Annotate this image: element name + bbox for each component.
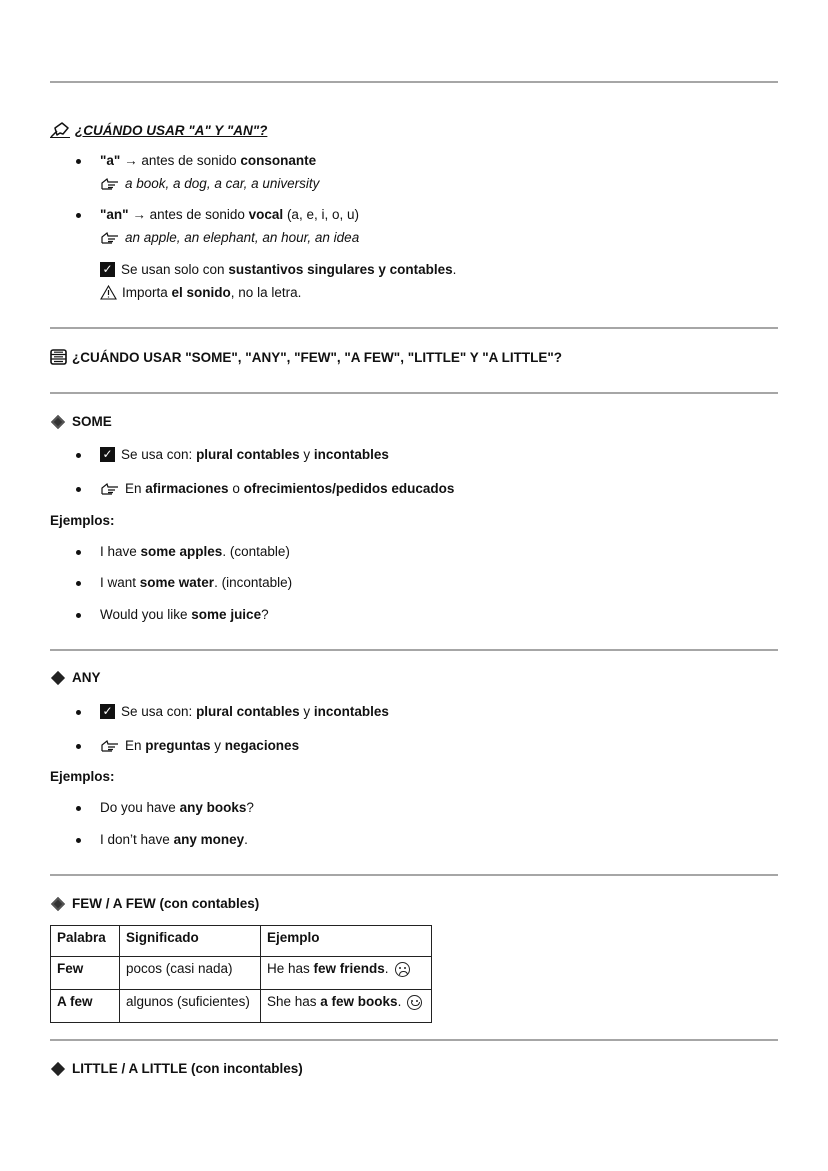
pointing-hand-icon (100, 482, 120, 496)
any-heading: ANY (50, 670, 101, 685)
table-header-row (51, 926, 432, 957)
sad-face-icon (395, 962, 410, 977)
diamond-icon (51, 1061, 65, 1075)
check-box-icon: ✓ (100, 447, 115, 462)
cell-word: Few (51, 957, 120, 990)
example-item: I have some apples . (contable) (100, 544, 290, 559)
example-item: Do you have any books ? (100, 800, 254, 815)
page-title: ¿CUÁNDO USAR "A" Y "AN"? (75, 122, 268, 138)
happy-face-icon (407, 995, 422, 1010)
bullet (76, 550, 81, 555)
section-quantifiers-title: ¿CUÁNDO USAR "SOME", "ANY", "FEW", "A FEW", "LITTLE" Y "A LITTLE"? (50, 349, 562, 365)
list-item: "an" → antes de sonido vocal (a, e, i, o, u) (100, 207, 359, 222)
cell-example: She has a few books. (261, 990, 432, 1023)
books-icon (50, 349, 67, 365)
bullet (76, 744, 81, 749)
bullet (76, 838, 81, 843)
example-item: Would you like some juice ? (100, 607, 269, 622)
pointing-hand-icon (100, 231, 120, 245)
divider (50, 327, 778, 329)
rule-item: ✓ Se usa con: plural contables y incontables (100, 704, 389, 719)
example-line: an apple, an elephant, an hour, an idea (100, 230, 359, 245)
divider (50, 874, 778, 876)
bullet (76, 487, 81, 492)
divider (50, 81, 778, 83)
note-check: ✓ Se usan solo con sustantivos singulares y contables . (100, 262, 456, 277)
diamond-icon (51, 896, 65, 910)
few-heading: FEW / A FEW (con contables) (50, 896, 259, 911)
bullet (76, 613, 81, 618)
bullet (76, 581, 81, 586)
bullet (76, 710, 81, 715)
bullet (76, 159, 81, 164)
cell-word: A few (51, 990, 120, 1023)
example-line: a book, a dog, a car, a university (100, 176, 319, 191)
example-item: I don’t have any money . (100, 832, 248, 847)
column-header: Palabra (51, 926, 120, 957)
pointing-hand-icon (100, 177, 120, 191)
pointing-hand-icon (100, 739, 120, 753)
examples-label: Ejemplos: (50, 769, 115, 784)
bullet (76, 213, 81, 218)
check-box-icon: ✓ (100, 262, 115, 277)
bullet (76, 806, 81, 811)
divider (50, 392, 778, 394)
few-table (50, 925, 432, 1023)
section-a-an-title (50, 122, 267, 138)
pushpin-icon (50, 122, 70, 138)
example-item: I want some water . (incontable) (100, 575, 293, 590)
column-header: Ejemplo (261, 926, 432, 957)
cell-meaning: algunos (suficientes) (120, 990, 261, 1023)
divider (50, 649, 778, 651)
little-heading: LITTLE / A LITTLE (con incontables) (50, 1061, 303, 1076)
table-row (51, 957, 432, 990)
divider (50, 1039, 778, 1041)
rule-item: En afirmaciones o ofrecimientos/pedidos educados (100, 481, 454, 496)
list-item: "a" → antes de sonido consonante (100, 153, 317, 168)
some-heading: SOME (50, 414, 112, 429)
rule-item: ✓ Se usa con: plural contables y incontables (100, 447, 389, 462)
bullet (76, 453, 81, 458)
warning-icon (100, 285, 117, 300)
column-header: Significado (120, 926, 261, 957)
cell-meaning: pocos (casi nada) (120, 957, 261, 990)
table-row (51, 990, 432, 1023)
diamond-icon (51, 414, 65, 428)
note-warning: Importa el sonido , no la letra. (100, 285, 301, 300)
rule-item: En preguntas y negaciones (100, 738, 299, 753)
examples-label: Ejemplos: (50, 513, 115, 528)
check-box-icon: ✓ (100, 704, 115, 719)
diamond-icon (51, 670, 65, 684)
cell-example: He has few friends. (261, 957, 432, 990)
